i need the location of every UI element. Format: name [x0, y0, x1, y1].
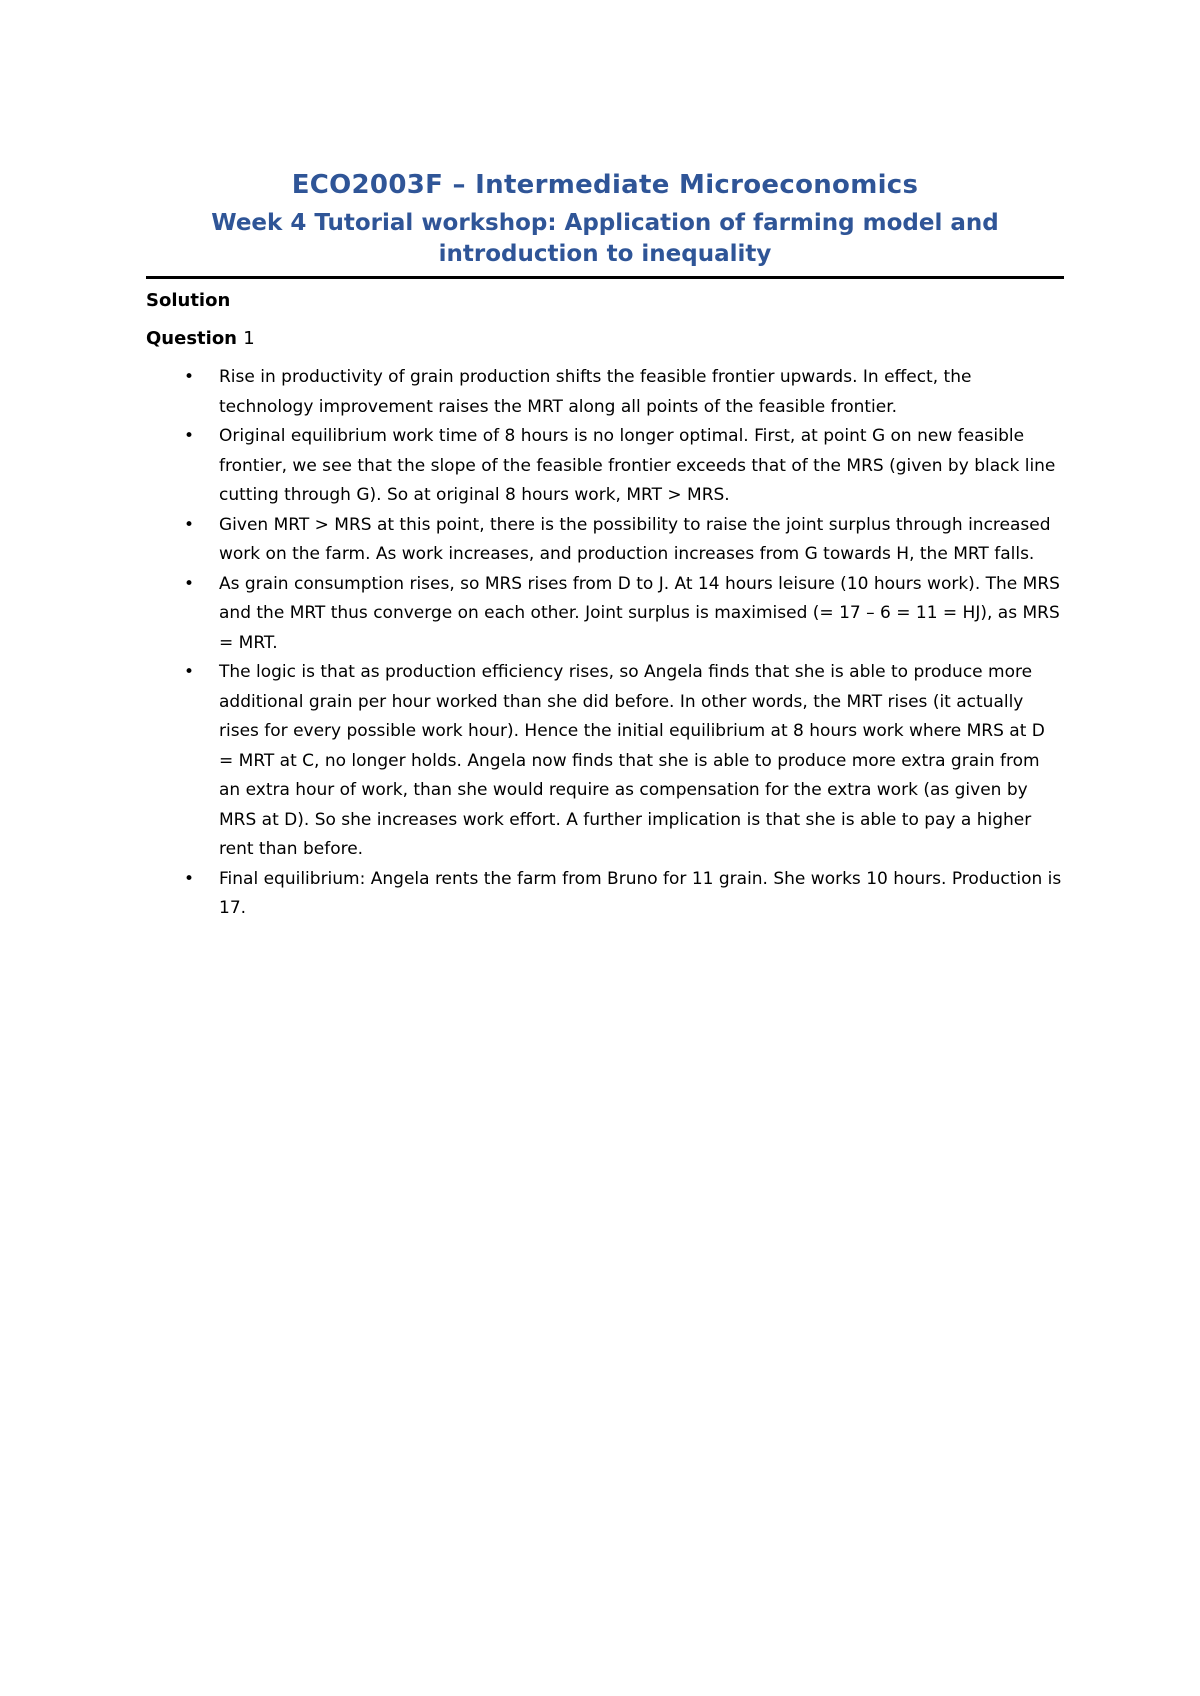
document-subtitle: Week 4 Tutorial workshop: Application of farming model and introduction to inequality — [211, 210, 999, 267]
list-item-text: Given MRT > MRS at this point, there is the possibility to raise the joint surplus through increased work on the farm. As work increases, and production increases from G towards H, the MRT falls. — [219, 514, 1051, 564]
list-item-text: As grain consumption rises, so MRS rises from D to J. At 14 hours leisure (10 hours work). The MRS and the MRT thus converge on each other. Joint surplus is maximised (= 17 – 6 = 11 = HJ), as MRS = MRT. — [219, 573, 1060, 653]
answer-bullet-list — [146, 363, 1064, 924]
question-number: 1 — [243, 328, 255, 349]
document-page — [146, 168, 1064, 924]
list-item-text: The logic is that as production efficiency rises, so Angela finds that she is able to produce more additional grain per hour worked than she did before. In other words, the MRT rises (it actually rises for every possible work hour). Hence the initial equilibrium at 8 hours work where MRS at D = MRT at C, no longer holds. Angela now finds that she is able to produce more extra grain from an extra hour of work, than she would require as compensation for the extra work (as given by MRS at D). So she increases work effort. A further implication is that she is able to pay a higher rent than before. — [219, 662, 1045, 859]
title-divider — [146, 276, 1064, 279]
list-item — [146, 865, 1064, 924]
list-item — [146, 658, 1064, 865]
bullet-icon: • — [184, 426, 195, 446]
list-item — [146, 511, 1064, 570]
question-heading — [146, 325, 1064, 353]
document-title: ECO2003F – Intermediate Microeconomics — [291, 170, 919, 200]
bullet-icon: • — [184, 514, 195, 535]
list-item-text: Rise in productivity of grain production shifts the feasible frontier upwards. In effect, the technology improvement raises the MRT along all points of the feasible frontier. — [219, 367, 972, 417]
bullet-icon: • — [184, 662, 195, 682]
bullet-icon: • — [184, 367, 195, 387]
question-label: Question — [146, 328, 237, 349]
bullet-icon: • — [184, 868, 195, 889]
list-item — [146, 422, 1064, 511]
list-item — [146, 570, 1064, 659]
list-item-text: Original equilibrium work time of 8 hours is no longer optimal. First, at point G on new feasible frontier, we see that the slope of the feasible frontier exceeds that of the MRS (given by black line cutting through G). So at original 8 hours work, MRT > MRS. — [219, 426, 1056, 505]
bullet-icon: • — [184, 573, 195, 594]
section-heading: Solution — [146, 290, 231, 311]
list-item — [146, 363, 1064, 422]
list-item-text: Final equilibrium: Angela rents the farm from Bruno for 11 grain. She works 10 hours. Production is 17. — [219, 868, 1062, 918]
